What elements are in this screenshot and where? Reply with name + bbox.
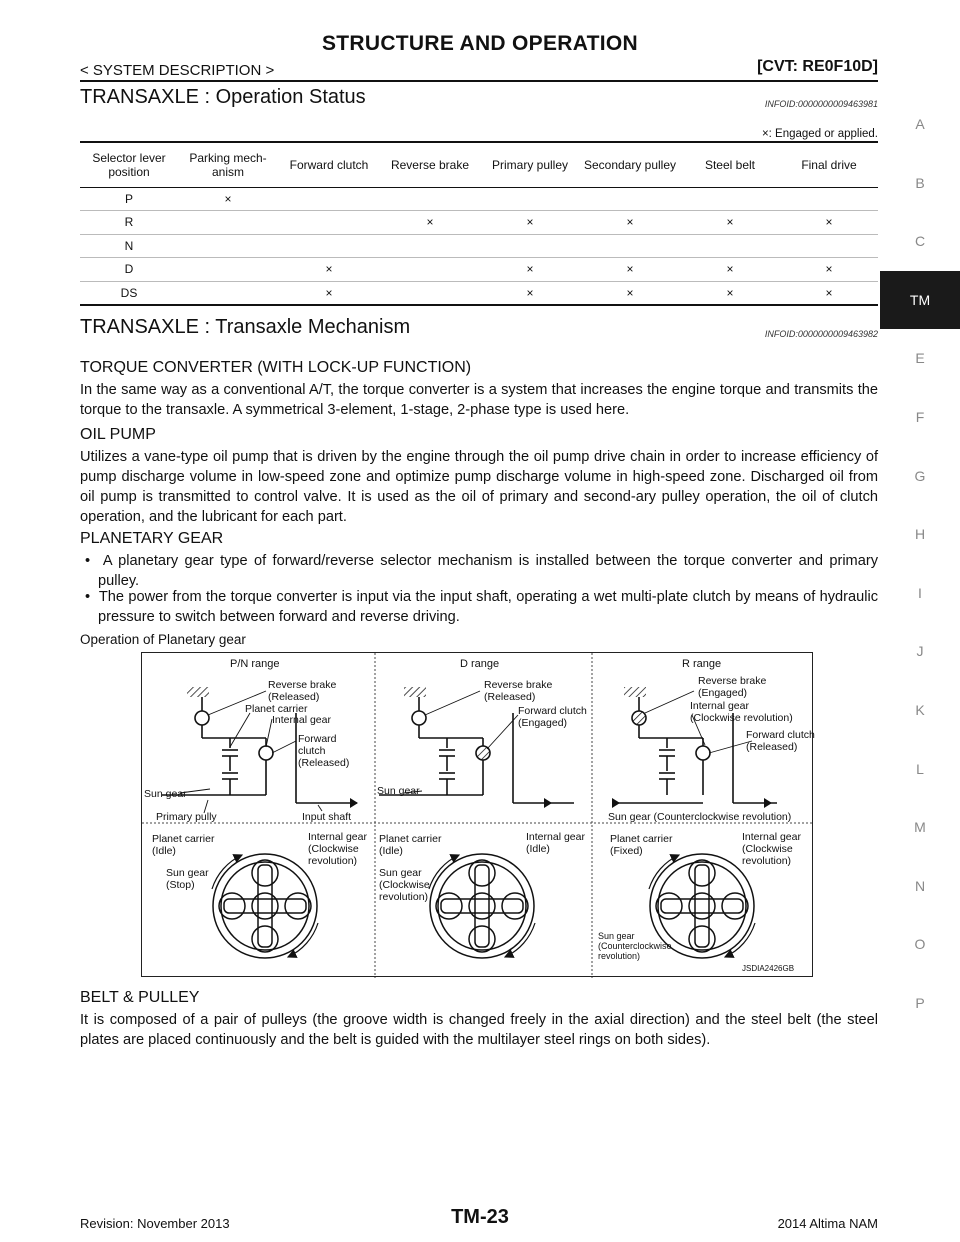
table-cell: × [380,211,480,235]
side-index-n[interactable]: N [914,877,926,894]
d-sun-gear-label: Sun gear [377,785,420,797]
table-cell [380,187,480,211]
side-index-b[interactable]: B [915,174,925,191]
table-cell [680,187,780,211]
pn-internal-gear-label: Internal gear [272,714,331,726]
side-index-l[interactable]: L [916,760,924,777]
infoid-transaxle-mechanism: INFOID:0000000009463982 [764,329,878,339]
paragraph-torque-converter: In the same way as a conventional A/T, the torque converter is a system that increases the engine torque and transmits the torque to the transaxle. A symmetrical 3-element, 1-stage, 2-phase type is used here. [80,382,878,418]
table-cell: × [580,258,680,282]
model-label: [CVT: RE0F10D] [757,58,878,75]
table-row [80,234,878,258]
table-cell [178,258,278,282]
col-parking-mechanism: Parking mech-anism [178,142,278,187]
pn-reverse-brake-label: Reverse brake (Released) [268,679,337,703]
page-title: STRUCTURE AND OPERATION [321,32,639,55]
figure-code: JSDIA2426GB [742,964,795,973]
r-internal-gear-label: Internal gear (Clockwise revolution) [690,700,793,724]
table-cell: × [278,258,380,282]
side-index-k[interactable]: K [915,701,925,718]
section-title-operation-status: TRANSAXLE : Operation Status [80,86,366,108]
table-cell [780,187,878,211]
d-gear-view [430,854,534,958]
col-selector-lever: Selector lever position [80,142,178,187]
table-cell [580,187,680,211]
row-position: D [80,258,178,282]
side-index-g[interactable]: G [914,467,926,484]
table-cell [178,234,278,258]
col-steel-belt: Steel belt [680,142,780,187]
table-cell: × [278,281,380,305]
table-row [80,187,878,211]
pn-gear-view [213,854,317,958]
r-sun-gear-label: Sun gear (Counterclockwise revolution) [608,811,792,823]
table-cell: × [680,258,780,282]
heading-planetary-gear: PLANETARY GEAR [80,530,224,547]
range-label-d: D range [460,658,500,670]
table-cell [178,211,278,235]
table-cell: × [480,258,580,282]
table-cell: × [178,187,278,211]
table-cell [780,234,878,258]
pn-sun-gear-label: Sun gear [144,788,187,800]
infoid-operation-status: INFOID:0000000009463981 [764,99,878,109]
table-cell: × [680,281,780,305]
side-index-a[interactable]: A [915,116,925,132]
section-label: < SYSTEM DESCRIPTION > [80,62,275,79]
side-index-tm[interactable]: TM [880,271,960,330]
bullet-planetary-1: • A planetary gear type of forward/reverse selector mechanism is installed between the torque converter and primary pulley. [85,553,878,589]
section-title-transaxle-mechanism: TRANSAXLE : Transaxle Mechanism [80,316,411,338]
table-cell [580,234,680,258]
table-cell [178,281,278,305]
range-label-r: R range [682,658,722,670]
d-reverse-brake-label: Reverse brake (Released) [484,679,553,703]
pn-carrier-state-label: Planet carrier (Idle) [152,833,215,857]
table-cell: × [780,281,878,305]
pn-sun-state-label: Sun gear (Stop) [166,867,209,891]
r-carrier-state-label: Planet carrier (Fixed) [610,833,673,857]
table-cell: × [580,211,680,235]
side-index-i[interactable]: I [918,584,922,601]
figure-caption: Operation of Planetary gear [80,632,246,647]
row-position: P [80,187,178,211]
row-position: N [80,234,178,258]
heading-oil-pump: OIL PUMP [80,426,156,443]
table-row [80,281,878,305]
table-cell: × [680,211,780,235]
pn-input-shaft-label: Input shaft [302,811,352,823]
table-row [80,211,878,235]
side-index-h[interactable]: H [914,526,926,543]
d-sun-state-label: Sun gear (Clockwise revolution) [379,867,430,903]
col-secondary-pulley: Secondary pulley [580,142,680,187]
side-index-j[interactable]: J [916,643,924,660]
header-rule [80,80,878,82]
pn-planet-carrier-label: Planet carrier [245,703,308,715]
r-forward-clutch-label: Forward clutch (Released) [746,729,815,753]
row-position: DS [80,281,178,305]
side-index [880,95,960,1033]
range-label-pn: P/N range [230,658,280,670]
paragraph-oil-pump: Utilizes a vane-type oil pump that is driven by the engine through the oil pump drive chain in order to increase efficiency of pump discharge volume in low-speed zone and optimize pump discharge volume in high-speed zone. Discharged oil from oil pump is transmitted to control valve. It is used as the oil of primary and second-ary pulley operation, the oil of clutch operation, and the lubricant for each part. [80,449,878,525]
table-cell [480,187,580,211]
footer-revision: Revision: November 2013 [80,1216,230,1231]
table-cell [278,234,380,258]
table-cell [380,258,480,282]
table-cell: × [780,258,878,282]
d-internal-state-label: Internal gear (Idle) [526,831,585,855]
table-cell: × [780,211,878,235]
table-cell: × [580,281,680,305]
side-index-f[interactable]: F [915,408,925,425]
table-legend: ×: Engaged or applied. [761,128,878,140]
pn-primary-pully-label: Primary pully [156,811,217,823]
table-cell [278,187,380,211]
table-row [80,258,878,282]
table-cell [680,234,780,258]
col-forward-clutch: Forward clutch [278,142,380,187]
bullet-text: A planetary gear type of forward/reverse selector mechanism is installed between the torque converter and primary pulley. [98,553,878,589]
heading-torque-converter: TORQUE CONVERTER (WITH LOCK-UP FUNCTION) [80,359,472,376]
operation-status-table [80,141,878,306]
side-index-p[interactable]: P [915,994,925,1011]
row-position: R [80,211,178,235]
side-index-c[interactable]: C [914,233,926,250]
bullet-text: The power from the torque converter is input via the input shaft, operating a wet multi-plate clutch by means of hydraulic pressure to switch between forward and reverse driving. [98,589,879,625]
table-cell [380,234,480,258]
col-reverse-brake: Reverse brake [380,142,480,187]
r-sun-state-label: Sun gear (Counterclockwise revolution) [598,931,672,961]
bullet-planetary-2: • The power from the torque converter is input via the input shaft, operating a wet multi-plate clutch by means of hydraulic pressure to switch between forward and reverse driving. [85,589,879,625]
d-forward-clutch-label: Forward clutch (Engaged) [518,705,587,729]
table-cell: × [480,211,580,235]
table-cell [380,281,480,305]
side-index-o[interactable]: O [914,936,926,953]
paragraph-belt-pulley: It is composed of a pair of pulleys (the groove width is changed freely in the axial direction) and the steel belt (the steel plates are placed continuously and the belt is guided with the multilayer steel rings on both sides). [80,1012,878,1048]
footer-page-number: TM-23 [451,1206,509,1228]
col-primary-pulley: Primary pulley [480,142,580,187]
table-cell [480,234,580,258]
side-index-e[interactable]: E [915,350,925,367]
table-cell [278,211,380,235]
footer-model: 2014 Altima NAM [777,1216,878,1231]
r-internal-state-label: Internal gear (Clockwise revolution) [742,831,801,867]
d-carrier-state-label: Planet carrier (Idle) [379,833,442,857]
planetary-gear-figure [141,652,813,977]
table-cell: × [480,281,580,305]
pn-internal-state-label: Internal gear (Clockwise revolution) [308,831,367,867]
r-reverse-brake-label: Reverse brake (Engaged) [698,675,767,699]
pn-forward-clutch-label: Forward clutch (Released) [298,733,350,769]
side-index-m[interactable]: M [914,819,926,836]
heading-belt-pulley: BELT & PULLEY [80,989,200,1006]
col-final-drive: Final drive [780,142,878,187]
